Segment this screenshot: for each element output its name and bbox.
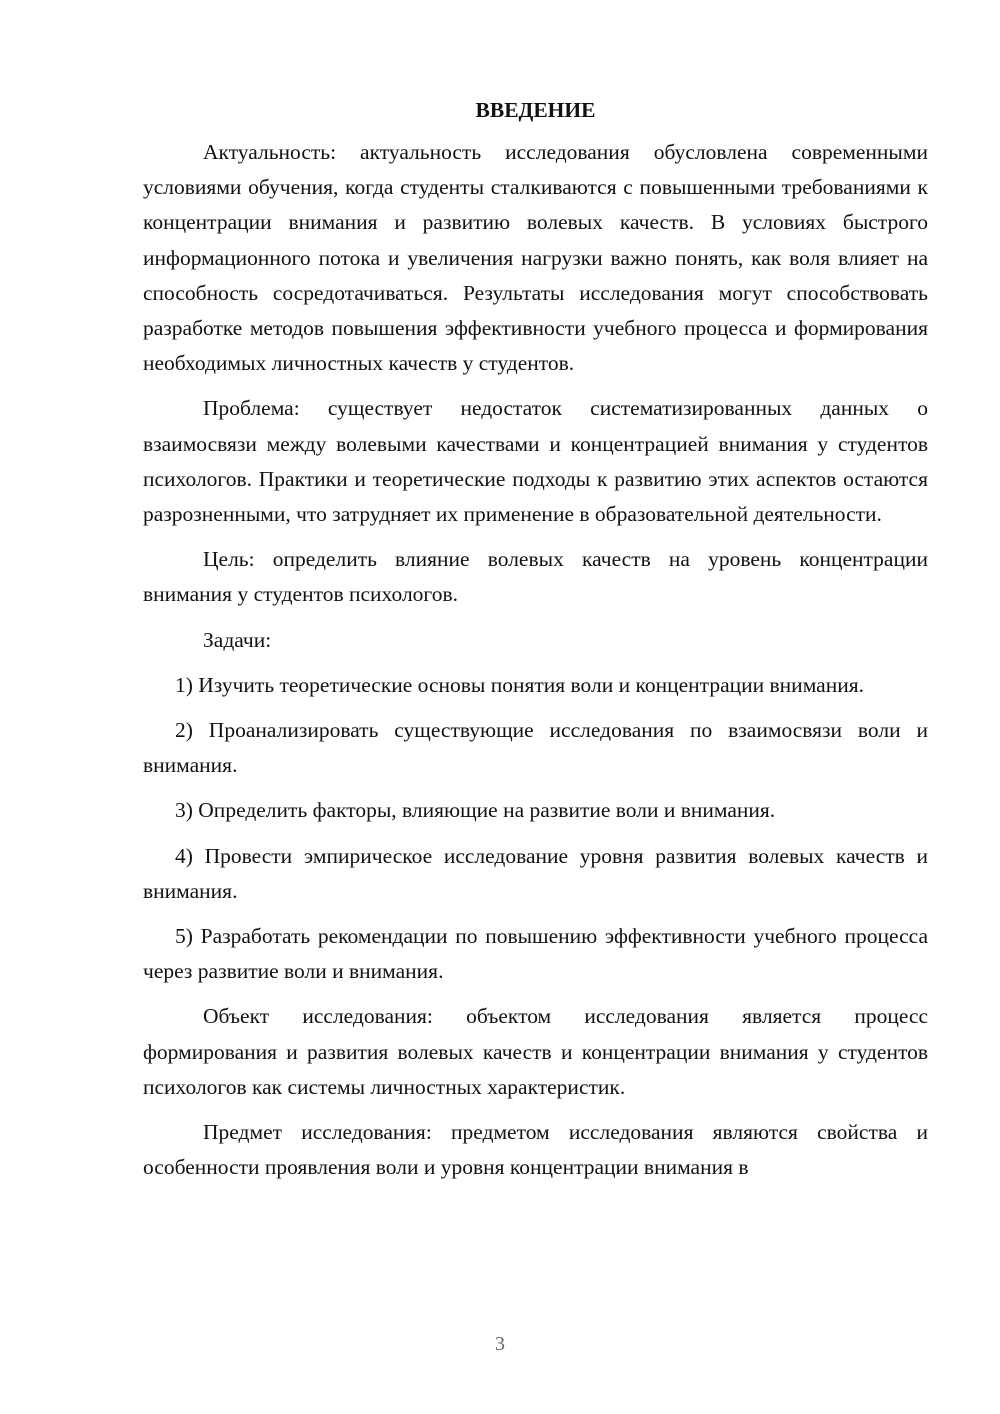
paragraph-subject: Предмет исследования: предметом исследования являются свойства и особенности проявления воли и уровня концентрации внимания в bbox=[143, 1120, 928, 1180]
paragraph-object: Объект исследования: объектом исследования является процесс формирования и развития волевых качеств и концентрации внимания у студентов психологов как системы личностных характеристик. bbox=[143, 1004, 928, 1099]
page-number: 3 bbox=[495, 1333, 505, 1355]
paragraph-problem: Проблема: существует недостаток систематизированных данных о взаимосвязи между волевыми качествами и концентрацией внимания у студентов психологов. Практики и теоретические подходы к развитию этих аспектов остаются разрозненными, что затрудняет их применение в образовательной деятельности. bbox=[143, 396, 928, 527]
paragraph-goal: Цель: определить влияние волевых качеств на уровень концентрации внимания у студентов психологов. bbox=[143, 547, 928, 607]
task-item-3: 3) Определить факторы, влияющие на развитие воли и внимания. bbox=[175, 798, 776, 823]
paragraph-tasks-heading: Задачи: bbox=[203, 627, 272, 652]
paragraph-relevance: Актуальность: актуальность исследования обусловлена современными условиями обучения, когда студенты сталкиваются с повышенными требованиями к концентрации внимания и развитию волевых качеств. В условиях быстрого информационного потока и увеличения нагрузки важно понять, как воля влияет на способность сосредотачиваться. Результаты исследования могут способствовать разработке методов повышения эффективности учебного процесса и формирования необходимых личностных качеств у студентов. bbox=[143, 140, 928, 376]
task-item-4: 4) Провести эмпирическое исследование уровня развития волевых качеств и внимания. bbox=[143, 843, 928, 903]
section-heading: ВВЕДЕНИЕ bbox=[475, 98, 596, 122]
task-item-2: 2) Проанализировать существующие исследования по взаимосвязи воли и внимания. bbox=[143, 718, 928, 778]
task-item-1: 1) Изучить теоретические основы понятия воли и концентрации внимания. bbox=[175, 672, 864, 697]
document-page bbox=[143, 95, 928, 1195]
task-item-5: 5) Разработать рекомендации по повышению эффективности учебного процесса через развитие воли и внимания. bbox=[143, 924, 928, 984]
